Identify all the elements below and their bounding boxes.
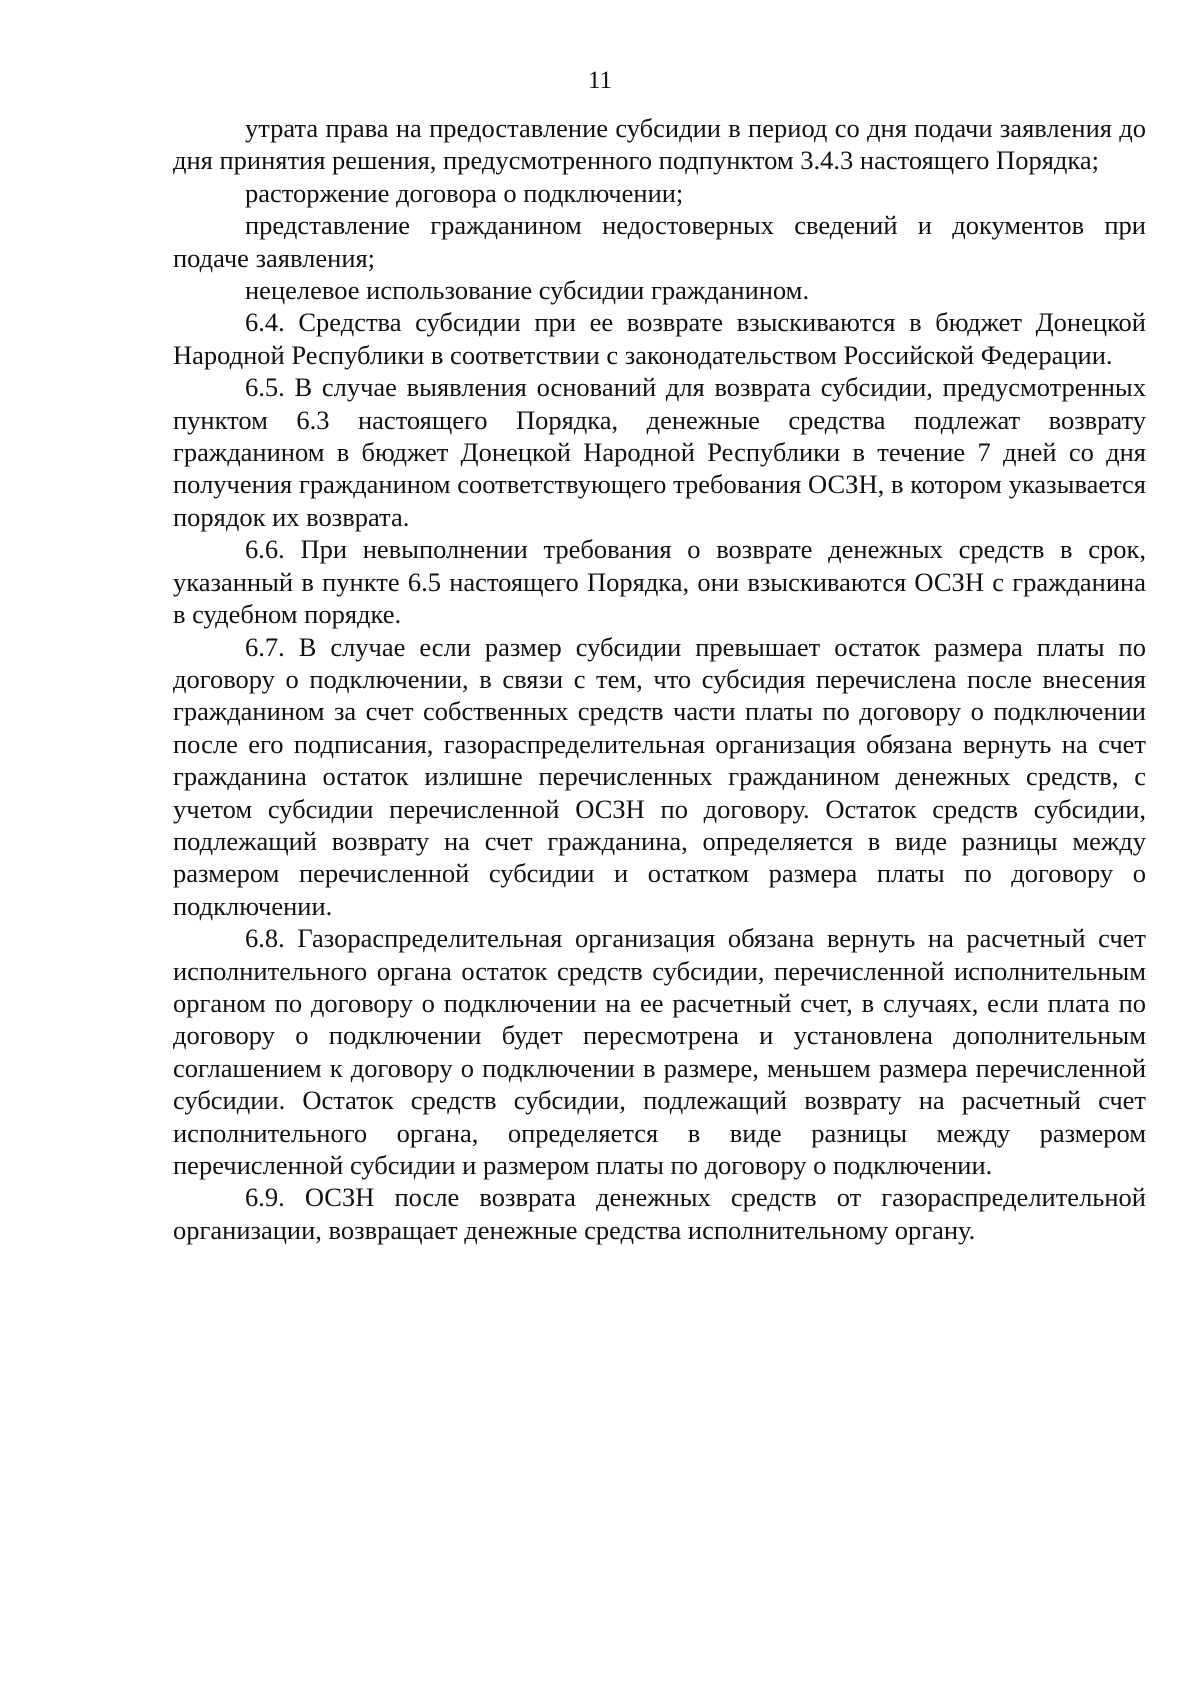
paragraph-contract-termination: расторжение договора о подключении; [245,177,684,208]
paragraph-6-5: 6.5. В случае выявления оснований для возврата субсидии, предусмотренных пунктом 6.3 настоящего Порядка, денежные средства подлежат возврату гражданином в бюджет Донецкой Народной Республики в течение 7 дней со дня получения гражданином соответствующего требования ОСЗН, в котором указывается порядок их возврата. [173,372,1146,532]
paragraph-6-8: 6.8. Газораспределительная организация обязана вернуть на расчетный счет исполнительного органа остаток средств субсидии, перечисленной исполнительным органом по договору о подключении на ее расчетный счет, в случаях, если плата по договору о подключении будет пересмотрена и установлена дополнительным соглашением к договору о подключении в размере, меньшем размера перечисленной субсидии. Остаток средств субсидии, подлежащий возврату на расчетный счет исполнительного органа, определяется в виде разницы между размером перечисленной субсидии и размером платы по договору о подключении. [173,923,1146,1180]
paragraph-misuse: нецелевое использование субсидии гражданином. [245,275,810,306]
paragraph-6-7: 6.7. В случае если размер субсидии превышает остаток размера платы по договору о подключении, в связи с тем, что субсидия перечислена после внесения гражданином за счет собственных средств части платы по договору о подключении после его подписания, газораспределительная организация обязана вернуть на счет гражданина остаток излишне перечисленных гражданином денежных средств, с учетом субсидии перечисленной ОСЗН по договору. Остаток средств субсидии, подлежащий возврату на счет гражданина, определяется в виде разницы между размером перечисленной субсидии и остатком размера платы по договору о подключении. [173,631,1146,921]
paragraph-loss-of-right: утрата права на предоставление субсидии в период со дня подачи заявления до дня принятия решения, предусмотренного подпунктом 3.4.3 настоящего Порядка; [173,113,1146,176]
paragraph-false-information: представление гражданином недостоверных сведений и документов при подаче заявления; [173,210,1146,273]
paragraph-6-4: 6.4. Средства субсидии при ее возврате взыскиваются в бюджет Донецкой Народной Республики в соответствии с законодательством Российской Федерации. [173,307,1146,370]
document-body [173,112,1146,1246]
page-number: 11 [587,67,613,94]
paragraph-6-9: 6.9. ОСЗН после возврата денежных средств от газораспределительной организации, возвращает денежные средства исполнительному органу. [173,1182,1146,1245]
paragraph-6-6: 6.6. При невыполнении требования о возврате денежных средств в срок, указанный в пункте 6.5 настоящего Порядка, они взыскиваются ОСЗН с гражданина в судебном порядке. [173,534,1146,630]
